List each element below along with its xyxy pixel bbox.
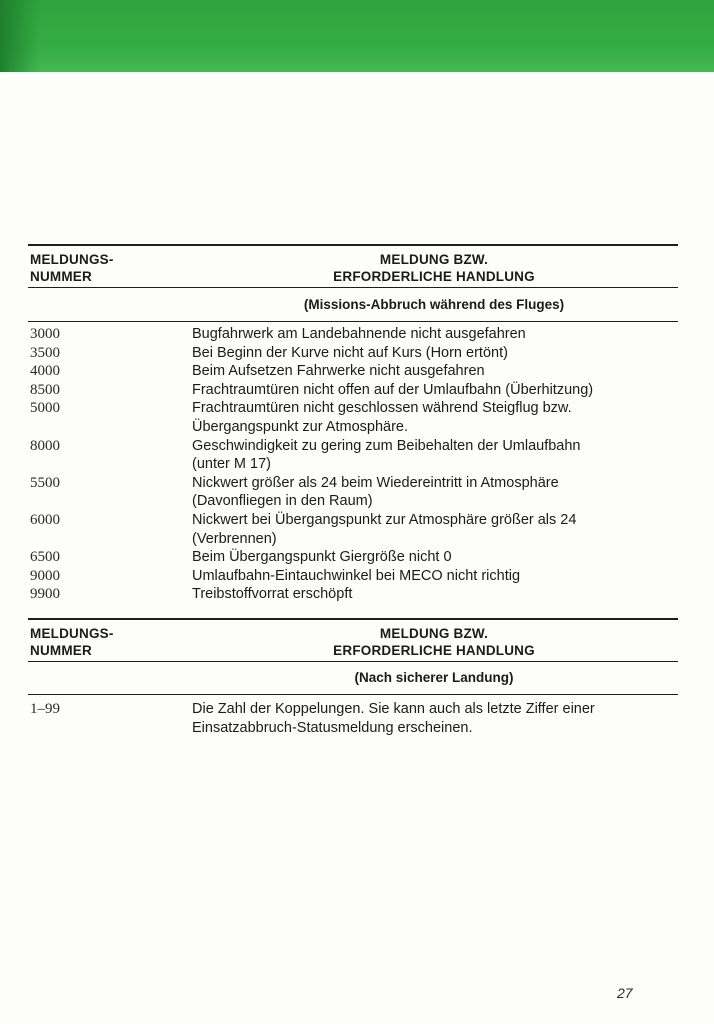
column-header-message-line2: ERFORDERLICHE HANDLUNG (333, 269, 535, 284)
message-code: 8000 (30, 437, 60, 454)
description-line: (Davonfliegen in den Raum) (192, 493, 373, 510)
table-top-rule (28, 618, 678, 620)
column-header-number-line2: NUMMER (30, 643, 92, 658)
message-code: 6500 (30, 549, 60, 566)
description-line: Einsatzabbruch-Statusmeldung erscheinen. (192, 719, 473, 736)
table-after-landing (28, 618, 678, 748)
message-description (192, 511, 678, 548)
column-header-message (190, 625, 678, 659)
description-line: Beim Übergangspunkt Giergröße nicht 0 (192, 549, 452, 566)
green-header-band (0, 0, 714, 72)
message-description (192, 399, 678, 436)
description-line: Bei Beginn der Kurve nicht auf Kurs (Horn ertönt) (192, 344, 508, 361)
message-code: 5000 (30, 400, 60, 417)
header-rule (28, 287, 678, 288)
message-code: 9900 (30, 586, 60, 603)
message-description (192, 325, 678, 344)
column-header-message-line2: ERFORDERLICHE HANDLUNG (333, 643, 535, 658)
message-description (192, 567, 678, 586)
message-code: 8500 (30, 381, 60, 398)
column-header-number (30, 251, 114, 285)
column-header-message (190, 251, 678, 285)
message-code: 3500 (30, 344, 60, 361)
description-line: Frachtraumtüren nicht geschlossen während Steigflug bzw. (192, 400, 572, 417)
description-line: Die Zahl der Koppelungen. Sie kann auch als letzte Ziffer einer (192, 701, 595, 717)
description-line: Nickwert bei Übergangspunkt zur Atmosphäre größer als 24 (192, 512, 577, 528)
table-mission-abort (28, 244, 678, 606)
message-description (192, 381, 678, 400)
description-line: Beim Aufsetzen Fahrwerke nicht ausgefahren (192, 363, 485, 380)
description-line: (Verbrennen) (192, 530, 277, 547)
page-number: 27 (617, 985, 633, 1001)
description-line: Übergangspunkt zur Atmosphäre. (192, 418, 409, 435)
description-line: Nickwert größer als 24 beim Wiedereintritt in Atmosphäre (192, 474, 559, 491)
description-line: Geschwindigkeit zu gering zum Beibehalten der Umlaufbahn (192, 437, 581, 454)
message-code: 1–99 (30, 701, 60, 717)
description-line: Umlaufbahn-Eintauchwinkel bei MECO nicht richtig (192, 567, 521, 584)
message-code: 9000 (30, 567, 60, 584)
description-line: (unter M 17) (192, 456, 271, 473)
message-description (192, 344, 678, 363)
message-description (192, 700, 678, 737)
description-line: Frachtraumtüren nicht offen auf der Umlaufbahn (Überhitzung) (192, 381, 594, 398)
header-rule (28, 661, 678, 662)
message-code: 6000 (30, 512, 60, 528)
column-header-message-line1: MELDUNG BZW. (379, 252, 489, 267)
message-description (192, 474, 678, 511)
message-description (192, 548, 678, 567)
description-line: Bugfahrwerk am Landebahnende nicht ausgefahren (192, 326, 526, 342)
section-rule (28, 694, 678, 695)
column-header-number-line1: MELDUNGS- (30, 252, 114, 267)
column-header-number-line2: NUMMER (30, 269, 92, 284)
message-description (192, 585, 678, 604)
description-line: Treibstoffvorrat erschöpft (192, 586, 353, 603)
column-header-number-line1: MELDUNGS- (30, 626, 114, 641)
section-rule (28, 321, 678, 322)
section-title-mission-abort: (Missions-Abbruch während des Fluges) (303, 297, 565, 312)
column-header-number (30, 625, 114, 659)
message-code: 5500 (30, 474, 60, 491)
message-description (192, 362, 678, 381)
message-code: 4000 (30, 363, 60, 380)
column-header-message-line1: MELDUNG BZW. (379, 626, 489, 641)
section-title-after-landing: (Nach sicherer Landung) (354, 670, 514, 685)
table-top-rule (28, 244, 678, 246)
message-code: 3000 (30, 326, 60, 342)
message-description (192, 437, 678, 474)
